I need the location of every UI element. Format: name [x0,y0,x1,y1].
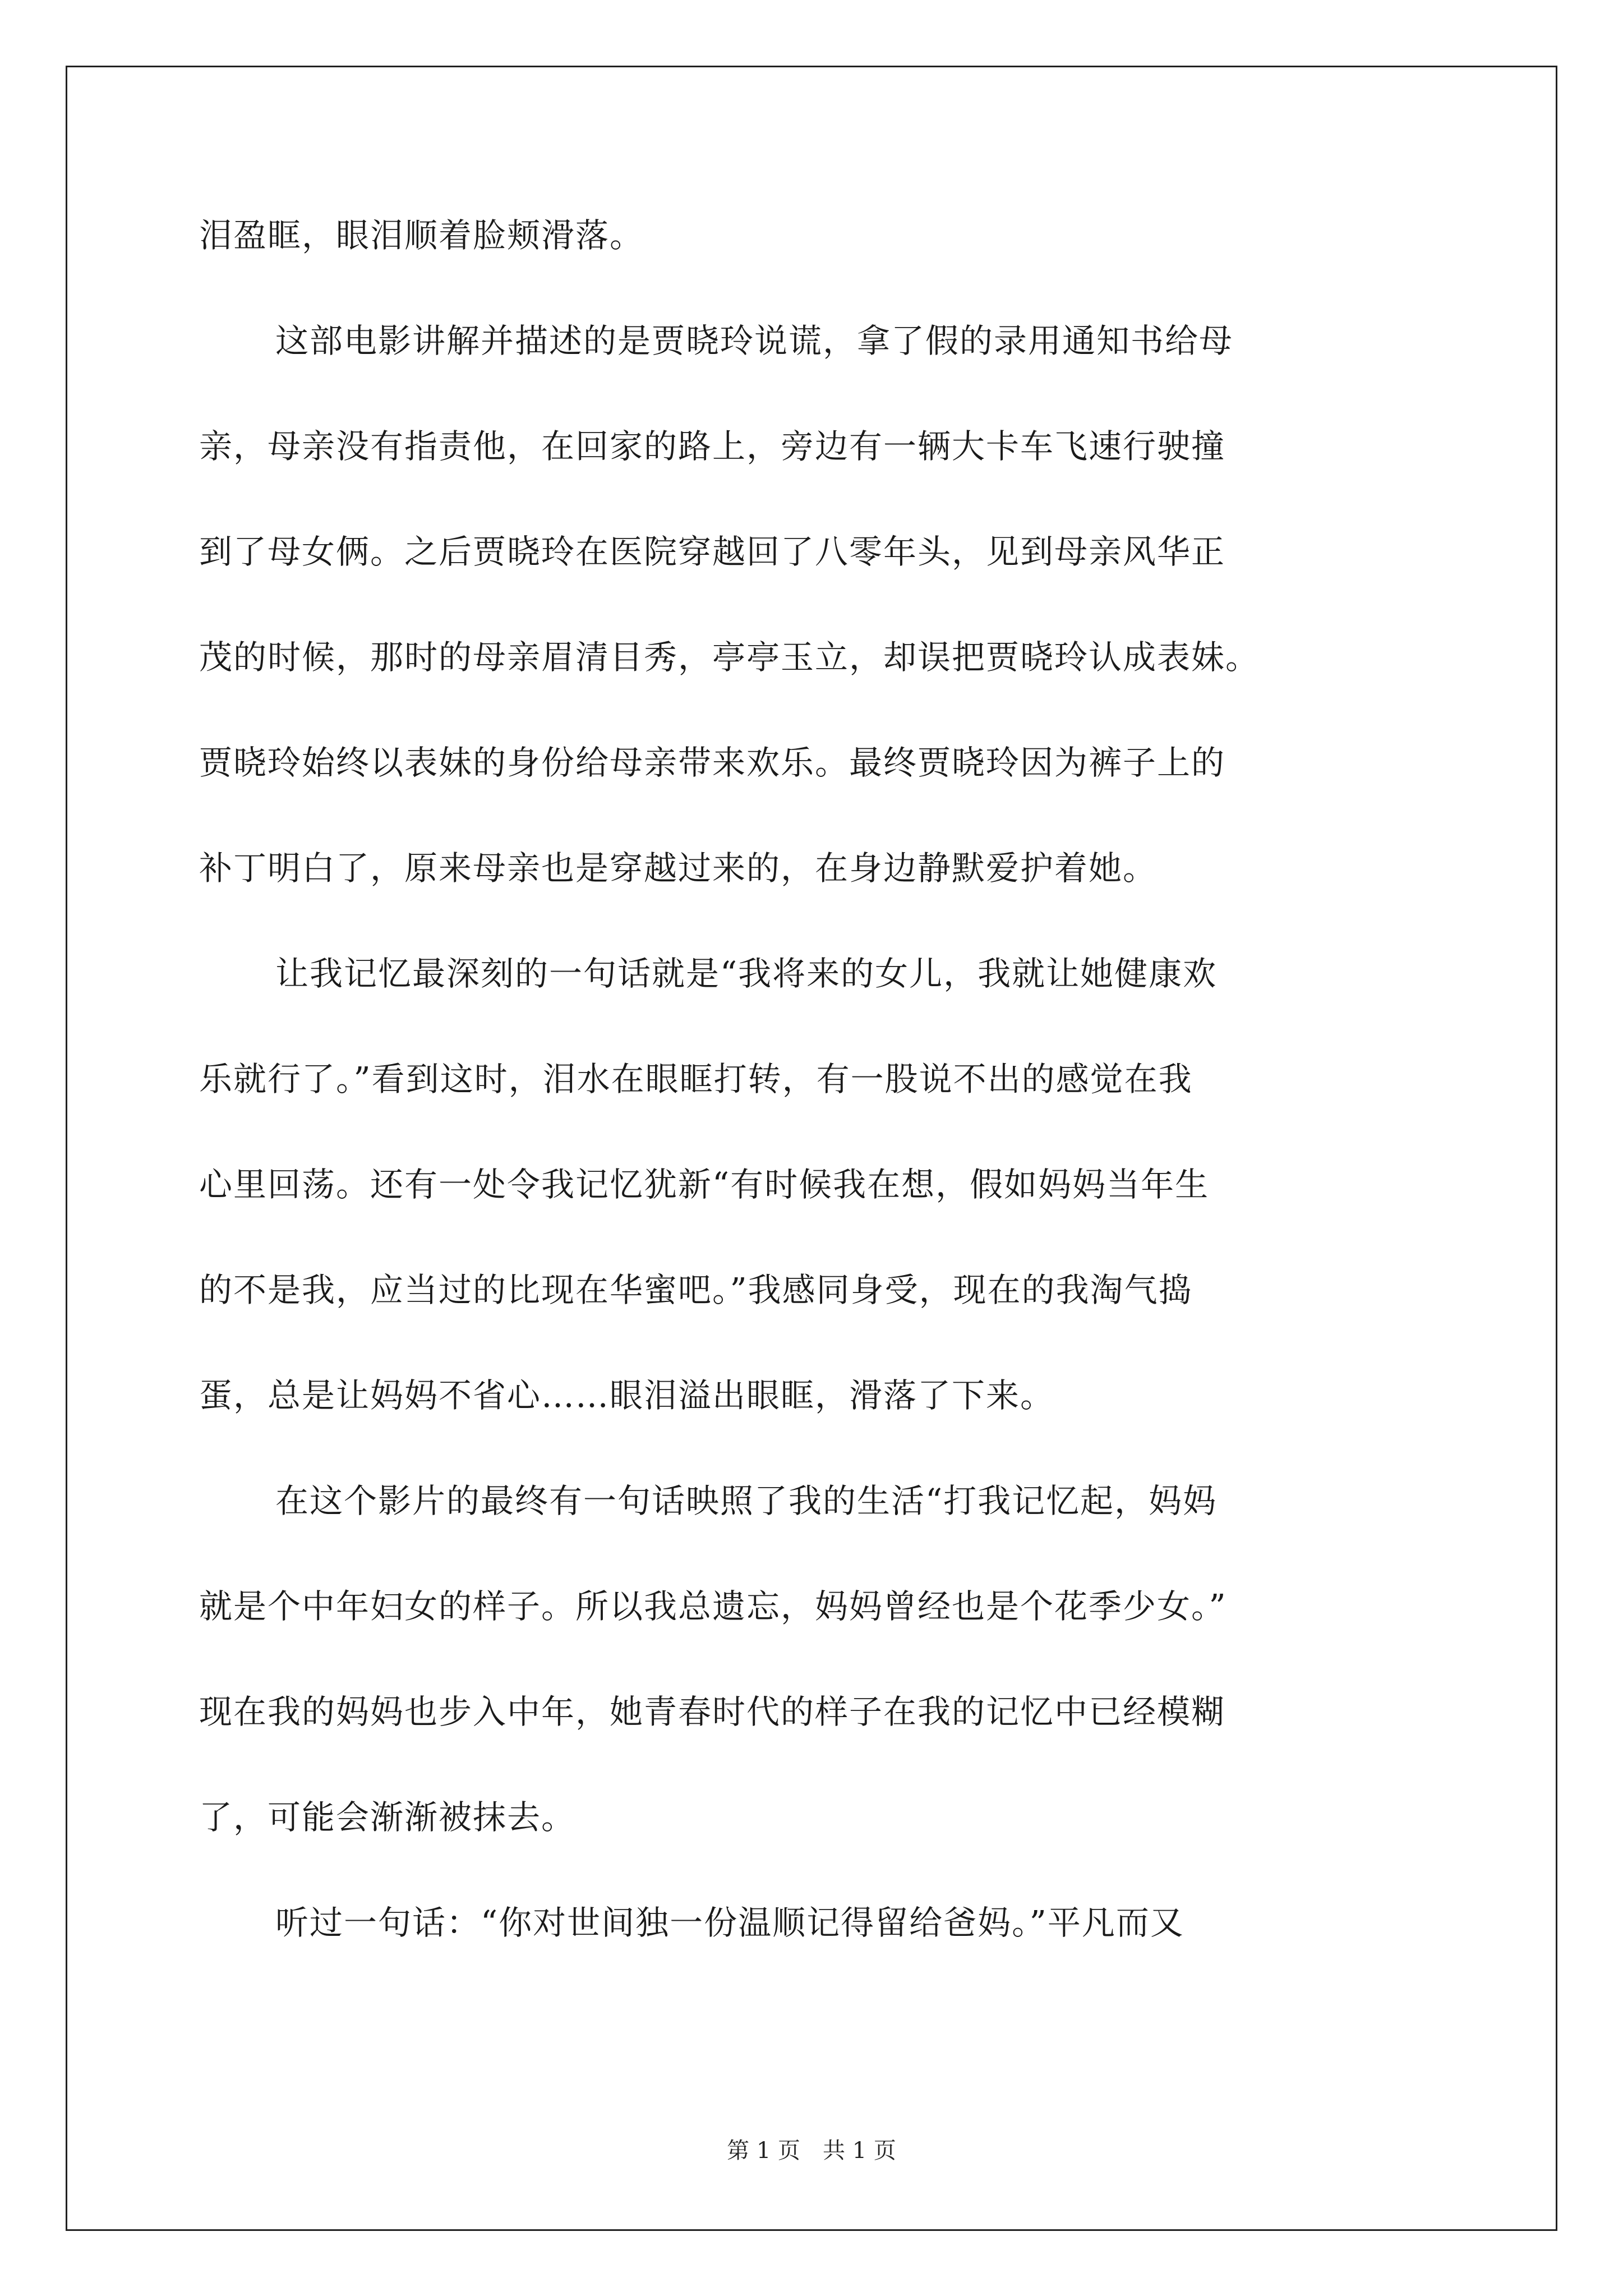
text-line: 到了母女俩。之后贾晓玲在医院穿越回了八零年头，见到母亲风华正 [199,532,1226,571]
document-body [199,218,1427,2010]
text-line: 现在我的妈妈也步入中年，她青春时代的样子在我的记忆中已经模糊 [199,1692,1226,1731]
text-line: 心里回荡。还有一处令我记忆犹新“有时候我在想，假如妈妈当年生 [199,1165,1210,1204]
text-line: 茂的时候，那时的母亲眉清目秀，亭亭玉立，却误把贾晓玲认成表妹。 [199,638,1260,677]
text-line: 就是个中年妇女的样子。所以我总遗忘，妈妈曾经也是个花季少女。” [199,1587,1227,1626]
text-line: 贾晓玲始终以表妹的身份给母亲带来欢乐。最终贾晓玲因为裤子上的 [199,743,1226,782]
page-footer [0,2138,1623,2163]
text-line: 让我记忆最深刻的一句话就是“我将来的女儿，我就让她健康欢 [275,954,1218,993]
text-line: 泪盈眶，眼泪顺着脸颊滑落。 [199,216,644,255]
text-line: 蛋，总是让妈妈不省心……眼泪溢出眼眶，滑落了下来。 [199,1376,1055,1415]
text-line: 了，可能会渐渐被抹去。 [199,1798,576,1837]
page-total: 共 1 页 [823,2138,896,2164]
text-line: 补丁明白了，原来母亲也是穿越过来的，在身边静默爱护着她。 [199,849,1158,887]
page-number: 第 1 页 [727,2138,800,2164]
text-line: 的不是我，应当过的比现在华蜜吧。”我感同身受，现在的我淘气捣 [199,1271,1193,1309]
text-line: 亲，母亲没有指责他，在回家的路上，旁边有一辆大卡车飞速行驶撞 [199,427,1226,466]
text-line: 在这个影片的最终有一句话映照了我的生活“打我记忆起，妈妈 [275,1481,1218,1520]
text-line: 听过一句话：“你对世间独一份温顺记得留给爸妈。”平凡而又 [275,1903,1184,1942]
text-line: 这部电影讲解并描述的是贾晓玲说谎，拿了假的录用通知书给母 [275,321,1234,360]
text-line: 乐就行了。”看到这时，泪水在眼眶打转，有一股说不出的感觉在我 [199,1060,1193,1098]
